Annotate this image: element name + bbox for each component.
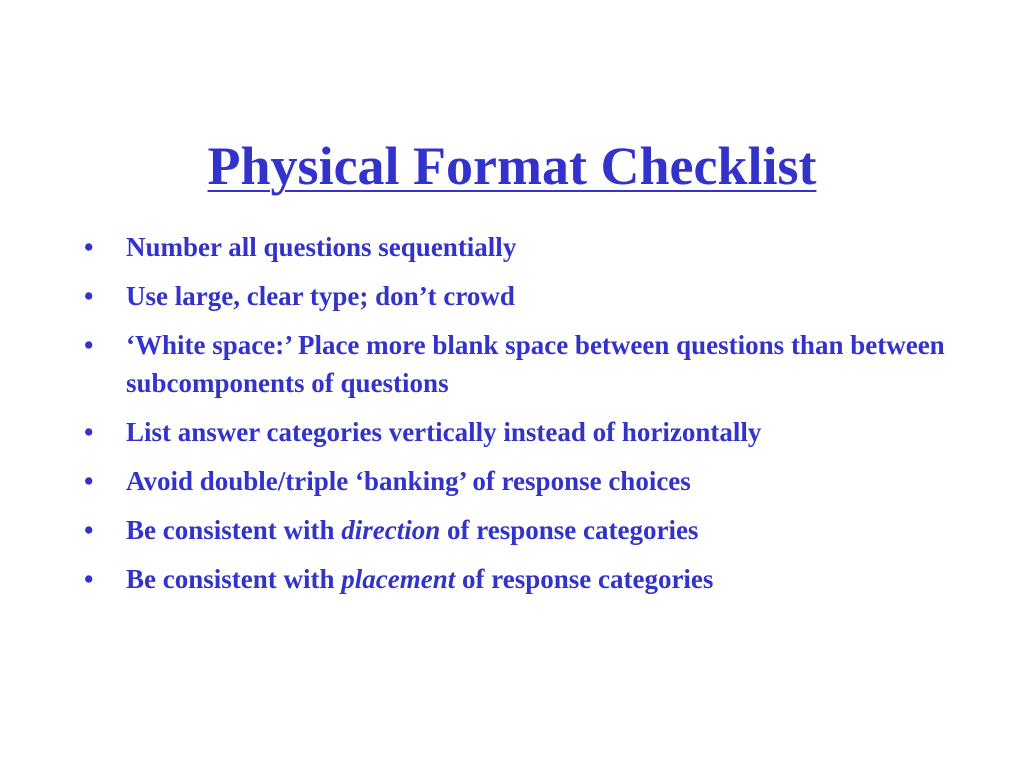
bullet-text-tail: of response categories: [455, 564, 714, 594]
bullet-item: [84, 326, 984, 402]
bullet-item: [84, 413, 984, 451]
bullet-text: Use large, clear type; don’t crowd: [126, 281, 515, 311]
bullet-text: Be consistent with: [126, 515, 342, 545]
bullet-item: [84, 511, 984, 549]
bullet-item: [84, 277, 984, 315]
bullet-list: [84, 228, 984, 609]
bullet-emphasis: direction: [341, 515, 441, 545]
bullet-text: ‘White space:’ Place more blank space between questions than between subcomponents of questions: [126, 330, 945, 398]
bullet-item: [84, 560, 984, 598]
bullet-text: Number all questions sequentially: [126, 232, 517, 262]
bullet-icon: •: [84, 232, 94, 262]
bullet-icon: •: [84, 281, 94, 311]
bullet-text: Avoid double/triple ‘banking’ of response choices: [126, 466, 691, 496]
bullet-text: Be consistent with: [126, 564, 342, 594]
slide-title-text: Physical Format Checklist: [207, 136, 817, 196]
bullet-emphasis: placement: [341, 564, 456, 594]
bullet-text-tail: of response categories: [440, 515, 699, 545]
bullet-icon: •: [84, 417, 94, 447]
bullet-text: List answer categories vertically instead of horizontally: [126, 417, 762, 447]
slide-title: [0, 128, 1024, 204]
bullet-icon: •: [84, 466, 94, 496]
bullet-icon: •: [84, 564, 94, 594]
bullet-item: [84, 228, 984, 266]
bullet-icon: •: [84, 330, 94, 360]
bullet-item: [84, 462, 984, 500]
bullet-icon: •: [84, 515, 94, 545]
